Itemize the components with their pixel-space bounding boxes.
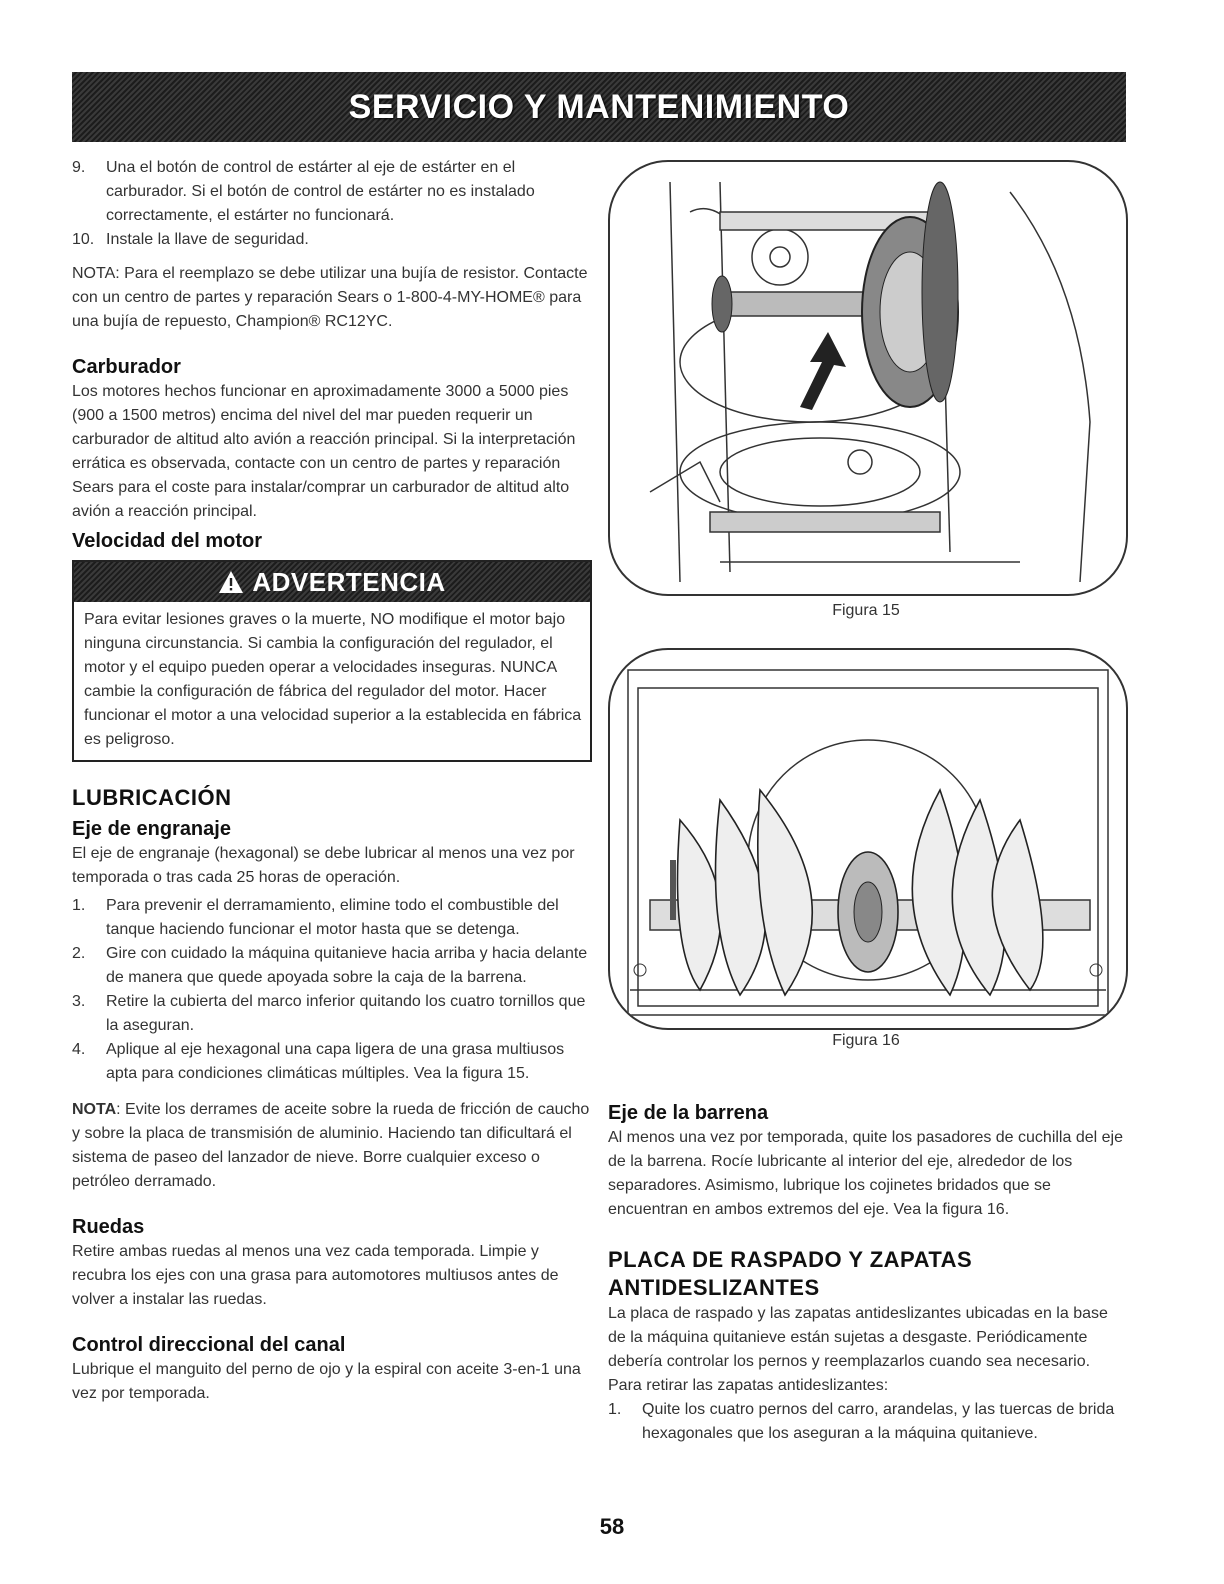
list-item <box>72 942 592 990</box>
placa-steps <box>608 1398 1126 1446</box>
list-item <box>72 990 592 1038</box>
step-number: 3. <box>72 993 86 1010</box>
barrena-text: Al menos una vez por temporada, quite los pasadores de cuchilla del eje de la barrena. Rocíe lubricante al interior del eje, alrededor de los separadores. Asimismo, lubrique los cojinetes bridados que se encuentran en ambos extremos del eje. Vea la figura 16. <box>608 1129 1123 1218</box>
left-column <box>72 156 592 1406</box>
figure-15-illustration <box>608 160 1128 596</box>
step-text: Aplique al eje hexagonal una capa ligera de una grasa multiusos apta para condiciones climáticas múltiples. Vea la figura 15. <box>106 1041 565 1082</box>
step-number: 9. <box>72 159 86 176</box>
auger-drawing <box>610 650 1126 1028</box>
intro-steps <box>72 156 592 252</box>
ruedas-heading: Ruedas <box>72 1216 145 1238</box>
list-item <box>72 228 592 252</box>
lubricacion-intro: El eje de engranaje (hexagonal) se debe lubricar al menos una vez por temporada o tras cada 25 horas de operación. <box>72 845 575 886</box>
step-number: 10. <box>72 231 95 248</box>
figure-16-illustration <box>608 648 1128 1030</box>
step-number: 4. <box>72 1041 86 1058</box>
carburador-heading: Carburador <box>72 356 181 378</box>
canal-text: Lubrique el manguito del perno de ojo y la espiral con aceite 3-en-1 una vez por temporada. <box>72 1361 581 1402</box>
figure-15-caption: Figura 15 <box>832 602 900 619</box>
note-label: NOTA <box>72 1101 117 1118</box>
page-title: SERVICIO Y MANTENIMIENTO <box>348 87 850 126</box>
list-item <box>72 156 592 228</box>
canal-heading: Control direccional del canal <box>72 1334 346 1356</box>
step-text: Una el botón de control de estárter al eje de estárter en el carburador. Si el botón de control de estárter no es instalado correctamente, el estárter no funcionará. <box>106 159 535 224</box>
carburador-text: Los motores hechos funcionar en aproximadamente 3000 a 5000 pies (900 a 1500 metros) encima del nivel del mar pueden requerir un carburador de altitud alto avión a reacción principal. Si la interpretación errática es observada, contacte con un centro de partes y reparación Sears para el coste para instalar/comprar un carburador de altitud alto avión a reacción principal. <box>72 383 576 520</box>
list-item <box>72 894 592 942</box>
list-item <box>608 1398 1126 1446</box>
right-column <box>608 1100 1126 1446</box>
placa-text: La placa de raspado y las zapatas antideslizantes ubicadas en la base de la máquina quitanieve están sujetas a desgaste. Periódicamente debería controlar los pernos y reemplazarlos cuando sea necesario. <box>608 1305 1108 1370</box>
warning-header <box>74 562 590 602</box>
oil-note <box>72 1098 592 1194</box>
list-item <box>72 1038 592 1086</box>
lubricacion-heading: LUBRICACIÓN <box>72 785 232 810</box>
note-text: : Evite los derrames de aceite sobre la rueda de fricción de caucho y sobre la placa de transmisión de aluminio. Haciendo tan dificultará el sistema de paseo del lanzador de nieve. Borre cualquier exceso o petróleo derramado. <box>72 1101 590 1190</box>
warning-box <box>72 560 592 762</box>
warning-title: ADVERTENCIA <box>252 566 446 597</box>
eje-engranaje-heading: Eje de engranaje <box>72 818 231 840</box>
velocidad-heading: Velocidad del motor <box>72 530 263 552</box>
section-banner <box>72 72 1126 142</box>
step-text: Retire la cubierta del marco inferior quitando los cuatro tornillos que la aseguran. <box>106 993 586 1034</box>
barrena-heading: Eje de la barrena <box>608 1102 769 1124</box>
placa-heading: PLACA DE RASPADO Y ZAPATAS ANTIDESLIZANTES <box>608 1247 973 1300</box>
step-text: Instale la llave de seguridad. <box>106 231 309 248</box>
warning-triangle-icon <box>218 570 244 594</box>
gear-shaft-drawing <box>610 162 1126 594</box>
warning-text: Para evitar lesiones graves o la muerte, NO modifique el motor bajo ninguna circunstancia. Si cambia la configuración del regulador, el motor y el equipo pueden operar a velocidades inseguras. NUNCA cambie la configuración de fábrica del regulador del motor. Hacer funcionar el motor a una velocidad superior a la establecida en fábrica es peligroso. <box>84 611 582 748</box>
step-number: 1. <box>608 1401 622 1418</box>
resistor-note: NOTA: Para el reemplazo se debe utilizar una bujía de resistor. Contacte con un centro de partes y reparación Sears o 1-800-4-MY-HOME® para una bujía de repuesto, Champion® RC12YC. <box>72 265 588 330</box>
step-text: Gire con cuidado la máquina quitanieve hacia arriba y hacia delante de manera que quede apoyada sobre la caja de la barrena. <box>106 945 588 986</box>
step-number: 1. <box>72 897 86 914</box>
ruedas-text: Retire ambas ruedas al menos una vez cada temporada. Limpie y recubra los ejes con una grasa para automotores multiusos antes de volver a instalar las ruedas. <box>72 1243 559 1308</box>
lubricacion-steps <box>72 894 592 1086</box>
step-number: 2. <box>72 945 86 962</box>
step-text: Quite los cuatro pernos del carro, arandelas, y las tuercas de brida hexagonales que los aseguran a la máquina quitanieve. <box>642 1401 1115 1442</box>
page-number: 58 <box>599 1514 625 1539</box>
figure-16-caption: Figura 16 <box>832 1032 900 1049</box>
placa-lead: Para retirar las zapatas antideslizantes: <box>608 1377 889 1394</box>
step-text: Para prevenir el derramamiento, elimine todo el combustible del tanque haciendo funcionar el motor hasta que se detenga. <box>106 897 559 938</box>
